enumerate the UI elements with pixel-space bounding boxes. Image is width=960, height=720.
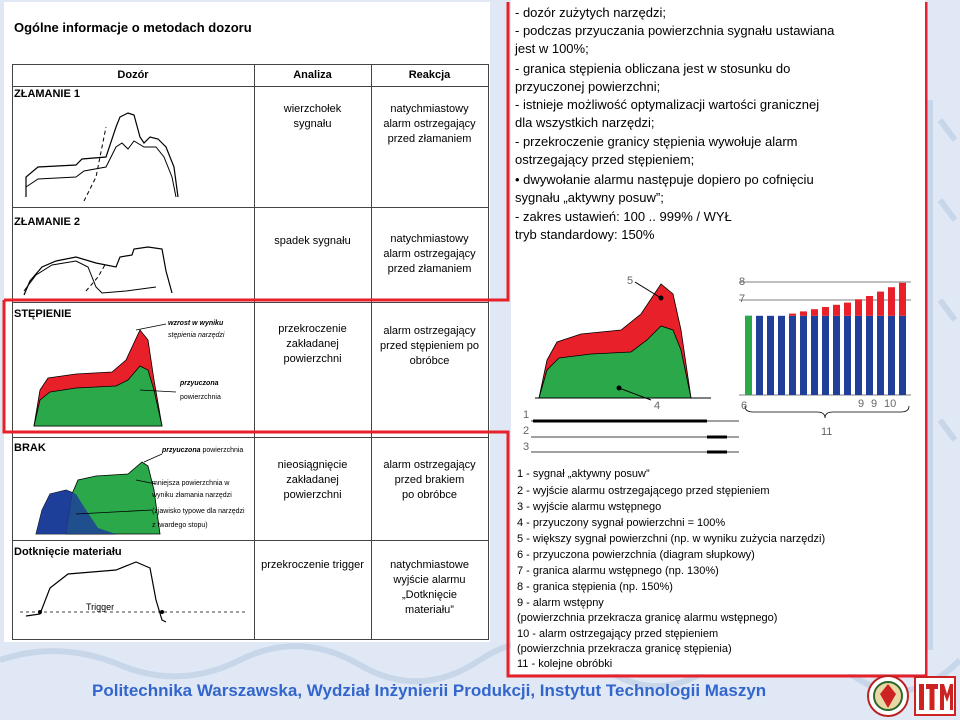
bullet-7b: tryb standardowy: 150% [515,227,655,242]
bullet-3: - granica stępienia obliczana jest w stosunku do [515,61,791,76]
row1-reakcja-line2: alarm ostrzegający [383,118,476,130]
row3-reakcja-line3: obróbce [409,355,450,367]
row5-reakcja-line1: natychmiastowe [390,559,469,571]
row2-reakcja-line2: alarm ostrzegający [383,248,476,260]
bar-red-6 [800,311,807,315]
bar-red-15 [899,283,906,316]
header-analiza: Analiza [293,69,332,81]
row1-reakcja-line1: natychmiastowy [390,103,469,115]
bullet-4b: dla wszystkich narzędzi; [515,115,655,130]
label-11: 11 [821,426,833,438]
bullet-3b: przyuczonej powierzchni; [515,79,661,94]
label-10: 10 [884,398,897,410]
bullet-1: - dozór zużytych narzędzi; [515,5,667,20]
brak-note-mid2: wyniku złamania narzędzi [152,492,232,499]
stepienie-note-red-italic: stępienia narzędzi [168,332,225,339]
stepienie-note-green-bold: przyuczona [180,380,219,387]
row-label-brak: BRAK [14,442,46,454]
row2-reakcja-line3: przed złamaniem [387,263,472,275]
bullet-4: - istnieje możliwość optymalizacji wartości granicznej [515,97,820,112]
label-3: 3 [523,441,530,453]
bar-blue-11 [855,316,862,395]
row1-analiza-line1: wierzchołek [283,103,342,115]
brak-note-top-text: powierzchnia [202,447,244,454]
bar-blue-5 [789,316,796,395]
bullet-5: - przekroczenie granicy stępienia wywołuje alarm [515,134,798,149]
legend-1: 1 - sygnał „aktywny posuw” [517,468,650,480]
bars-group [745,283,906,395]
bullet-2: - podczas przyuczania powierzchnia sygnału ustawiana [515,23,835,38]
brak-note-mid4: z twardego stopu) [152,522,208,529]
label-5: 5 [627,275,634,287]
bullet-7: - zakres ustawień: 100 .. 999% / WYŁ [515,209,732,224]
bullet-6b: sygnału „aktywny posuw”; [515,190,664,205]
footer-institution: Politechnika Warszawska, Wydział Inżynierii Produkcji, Instytut Technologii Maszyn [92,681,767,700]
stepienie-note-red-bold: wzrost w wyniku [168,320,224,327]
bar-blue-6 [800,316,807,395]
row2-analiza-line1: spadek sygnału [274,235,351,247]
row5-reakcja-line3: „Dotknięcie [401,589,458,601]
label-7: 7 [739,293,746,305]
bar-red-11 [855,299,862,316]
bar-blue-7 [811,316,818,395]
bar-red-8 [822,307,829,316]
row4-analiza-line2: zakładanej [286,474,339,486]
legend-5: 5 - większy sygnał powierzchni (np. w wyniku zużycia narzędzi) [517,533,826,545]
legend-11: 11 - kolejne obróbki [517,658,613,670]
label-9b: 9 [871,398,878,410]
bar-blue-15 [899,316,906,395]
row2-reakcja-line1: natychmiastowy [390,233,469,245]
trigger-label: Trigger [86,602,115,612]
label-2: 2 [523,425,530,437]
bar-blue-3 [767,316,774,395]
bar-blue-10 [844,316,851,395]
bullet-2b: jest w 100%; [515,41,589,56]
bar-red-14 [888,287,895,316]
bar-blue-13 [877,316,884,395]
legend-9: 9 - alarm wstępny [517,597,604,609]
bar-blue-12 [866,316,873,395]
row5-reakcja-line4: materiału” [405,604,454,616]
bar-blue-14 [888,316,895,395]
row5-analiza-line1: przekroczenie trigger [261,559,364,571]
legend-7: 7 - granica alarmu wstępnego (np. 130%) [517,565,719,577]
bar-trained-reference [745,316,752,395]
brak-note-top-bold: przyuczona [162,447,201,454]
label-4: 4 [654,400,661,412]
row4-reakcja-line2: przed brakiem [394,474,465,486]
itm-logo-icon [914,676,956,716]
legend-10b: (powierzchnia przekracza granicę stępienia) [517,643,732,655]
row-label-dotkniecie: Dotknięcie materiału [14,546,122,558]
brak-note-mid3: (zjawisko typowe dla narzędzi [152,508,245,515]
bar-red-5 [789,314,796,316]
row-label-zlamanie-1: ZŁAMANIE 1 [14,88,80,100]
bullet-6: • dwywołanie alarmu następuje dopiero po cofnięciu [515,172,814,187]
row1-analiza-line2: sygnału [293,118,332,130]
row4-analiza-line3: powierzchni [283,489,342,501]
row-label-zlamanie-2: ZŁAMANIE 2 [14,216,80,228]
panel-title: Ogólne informacje o metodach dozoru [14,20,252,35]
bar-blue-8 [822,316,829,395]
row3-analiza-line2: zakładanej [286,338,339,350]
header-reakcja: Reakcja [408,69,451,81]
legend-2: 2 - wyjście alarmu ostrzegającego przed stępieniem [517,485,770,497]
legend-4: 4 - przyuczony sygnał powierzchni = 100% [517,517,726,529]
bar-red-13 [877,292,884,316]
bar-red-10 [844,303,851,316]
row5-reakcja-line2: wyjście alarmu [393,574,466,586]
bar-blue-4 [778,316,785,395]
row4-reakcja-line3: po obróbce [401,489,458,501]
row4-reakcja-line1: alarm ostrzegający [383,459,476,471]
bar-blue-2 [756,316,763,395]
header-dozor: Dozór [117,69,149,81]
legend-9b: (powierzchnia przekracza granicę alarmu wstępnego) [517,612,778,624]
legend-3: 3 - wyjście alarmu wstępnego [517,501,662,513]
row3-reakcja-line2: przed stępieniem po [379,340,480,352]
legend-10: 10 - alarm ostrzegający przed stępieniem [517,628,719,640]
row-label-stepienie: STĘPIENIE [14,308,72,320]
row3-reakcja-line1: alarm ostrzegający [383,325,476,337]
row3-analiza-line3: powierzchni [283,353,342,365]
legend-6: 6 - przyuczona powierzchnia (diagram słupkowy) [517,549,755,561]
legend-8: 8 - granica stępienia (np. 150%) [517,581,673,593]
label-6: 6 [741,400,748,412]
row3-analiza-line1: przekroczenie [278,323,347,335]
row4-analiza-line1: nieosiągnięcie [277,459,348,471]
row1-reakcja-line3: przed złamaniem [387,133,472,145]
label-8: 8 [739,276,746,288]
bullet-5b: ostrzegający przed stępieniem; [515,152,695,167]
bar-red-12 [866,296,873,316]
label-1: 1 [523,409,530,421]
stepienie-note-green: powierzchnia [180,394,221,401]
bar-blue-9 [833,316,840,395]
university-crest-icon [866,674,910,718]
description-panel [511,0,925,674]
bar-red-9 [833,305,840,316]
bar-red-7 [811,309,818,316]
brak-note-mid1: mniejsza powierzchnia w [152,480,230,487]
label-9a: 9 [858,398,865,410]
